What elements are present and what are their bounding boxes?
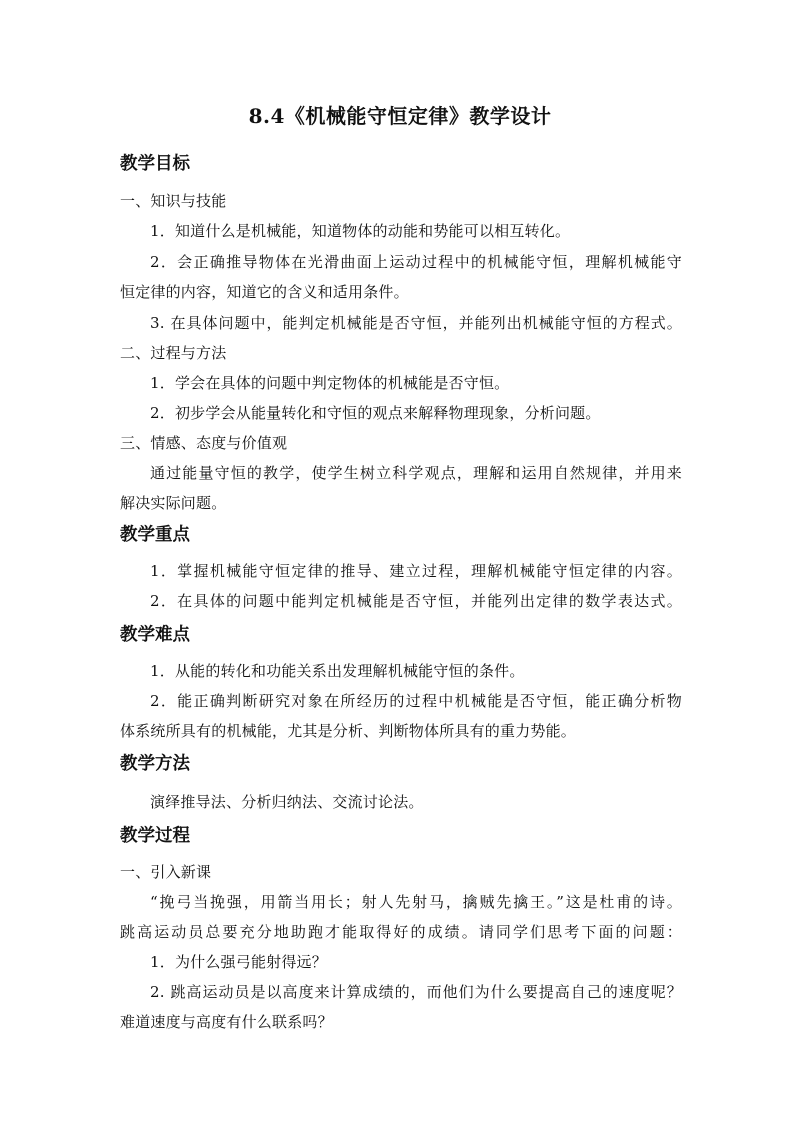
paragraph: 通过能量守恒的教学，使学生树立科学观点，理解和运用自然规律，并用来 <box>150 464 682 482</box>
list-item: 2．在具体的问题中能判定机械能是否守恒，并能列出定律的数学表达式。 <box>150 592 682 610</box>
page-title: 8.4《机械能守恒定律》教学设计 <box>248 104 552 128</box>
list-item: 2．能正确判断研究对象在所经历的过程中机械能是否守恒，能正确分析物 <box>150 692 682 710</box>
list-item-continuation: 难道速度与高度有什么联系吗？ <box>120 1013 333 1031</box>
heading-methods: 教学方法 <box>120 754 190 774</box>
list-item: 2．初步学会从能量转化和守恒的观点来解释物理现象，分析问题。 <box>150 404 601 422</box>
list-item: 1．为什么强弓能射得远？ <box>150 953 327 971</box>
list-item: 1．学会在具体的问题中判定物体的机械能是否守恒。 <box>150 374 510 392</box>
list-item: 3. 在具体问题中，能判定机械能是否守恒，并能列出机械能守恒的方程式。 <box>150 314 682 332</box>
list-item: 1．知道什么是机械能，知道物体的动能和势能可以相互转化。 <box>150 222 571 240</box>
section-label: 三、情感、态度与价值观 <box>120 434 288 452</box>
paragraph: 演绎推导法、分析归纳法、交流讨论法。 <box>150 793 424 811</box>
paragraph: “挽弓当挽强，用箭当用长；射人先射马，擒贼先擒王。”这是杜甫的诗。 <box>150 893 682 911</box>
list-item: 1．掌握机械能守恒定律的推导、建立过程，理解机械能守恒定律的内容。 <box>150 562 682 580</box>
section-label: 一、知识与技能 <box>120 192 227 210</box>
list-item: 2．会正确推导物体在光滑曲面上运动过程中的机械能守恒，理解机械能守 <box>150 253 682 271</box>
heading-objectives: 教学目标 <box>120 154 190 174</box>
list-item: 1．从能的转化和功能关系出发理解机械能守恒的条件。 <box>150 662 525 680</box>
heading-process: 教学过程 <box>120 826 190 846</box>
paragraph-continuation: 解决实际问题。 <box>120 494 227 512</box>
list-item: 2. 跳高运动员是以高度来计算成绩的，而他们为什么要提高自己的速度呢？ <box>150 983 682 1001</box>
heading-difficulties: 教学难点 <box>120 625 190 645</box>
paragraph: 跳高运动员总要充分地助跑才能取得好的成绩。请同学们思考下面的问题： <box>120 923 682 941</box>
section-label: 二、过程与方法 <box>120 344 227 362</box>
list-item-continuation: 恒定律的内容，知道它的含义和适用条件。 <box>120 283 409 301</box>
list-item-continuation: 体系统所具有的机械能，尤其是分析、判断物体所具有的重力势能。 <box>120 722 577 740</box>
heading-keypoints: 教学重点 <box>120 525 190 545</box>
section-label: 一、引入新课 <box>120 863 212 881</box>
